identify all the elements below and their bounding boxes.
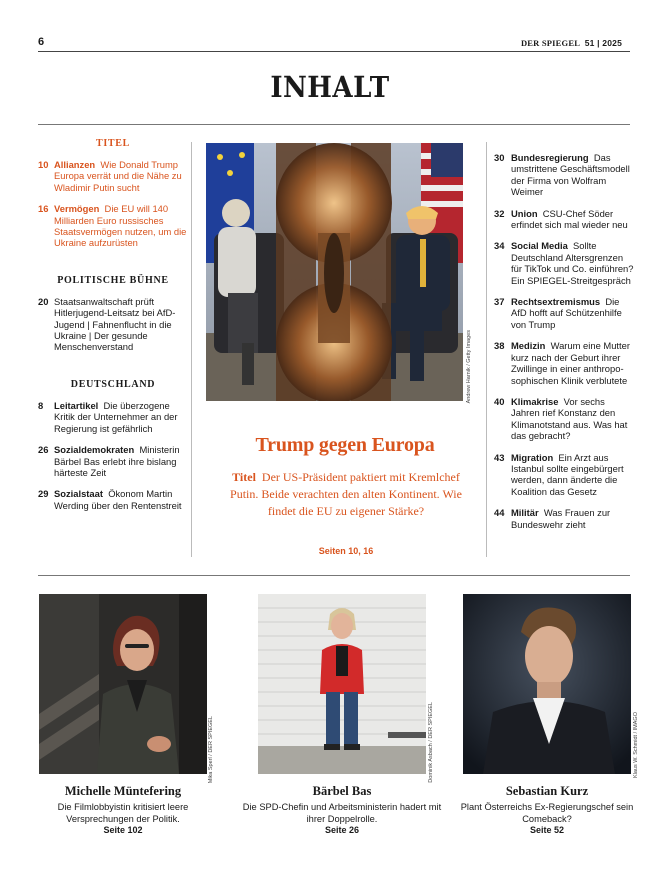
toc-page: 44 <box>494 507 505 519</box>
toc-entry[interactable] <box>494 507 634 530</box>
masthead <box>521 38 622 48</box>
toc-text: Ministerin Bärbel Bas erlebt ihre bislang härteste Zeit <box>54 444 180 478</box>
toc-entry[interactable] <box>38 296 188 353</box>
toc-title: Social Media <box>511 240 568 252</box>
toc-text: Ein Arzt aus Istanbul sollte eingebürgert werden, dann änderte die Koalition das Gesetz <box>511 451 624 497</box>
right-column <box>494 152 634 540</box>
column-divider-right <box>486 142 487 557</box>
cover-deck-text: Der US-Präsident paktiert mit Kremlchef Putin. Beide verachten den alten Kontinent. Wie findet die EU zu eigener Stärke? <box>230 470 462 518</box>
toc-page: 38 <box>494 340 505 352</box>
toc-text: Das umstrittene Geschäftsmodell der Firma von Wolfram Weimer <box>511 152 630 198</box>
portrait-name[interactable]: Michelle Müntefering <box>64 784 182 798</box>
toc-entry[interactable] <box>38 400 188 434</box>
portrait-page[interactable]: Seite 26 <box>324 825 360 835</box>
toc-page: 8 <box>38 399 44 411</box>
portrait-kurz-illustration <box>463 594 631 774</box>
cover-photo[interactable] <box>206 143 463 401</box>
toc-title: Union <box>511 207 538 219</box>
toc-entry[interactable] <box>494 296 634 330</box>
portrait-name[interactable]: Sebastian Kurz <box>505 784 589 798</box>
portrait-rule <box>38 575 630 576</box>
toc-entry[interactable] <box>38 488 188 511</box>
toc-title: Sozialdemokraten <box>54 444 135 456</box>
toc-text: Vor sechs Jahren rief Konstanz den Klimanotstand aus. Was hat das gebracht? <box>511 395 628 442</box>
toc-page: 32 <box>494 207 505 219</box>
toc-title: Leitartikel <box>54 399 99 411</box>
toc-entry[interactable] <box>494 240 634 286</box>
toc-title: Medizin <box>511 340 546 352</box>
section-heading: DEUTSCHLAND <box>70 378 156 390</box>
toc-page: 20 <box>38 295 49 307</box>
issue-number: 51 | 2025 <box>584 38 622 48</box>
toc-text: Warum eine Mutter kurz nach der Geburt ihrer Zwillinge in einer anthroposophischen Klinik verblutete <box>511 340 630 386</box>
portrait-kurz[interactable] <box>463 594 631 774</box>
toc-text: Wie Donald Trump Europa verrät und die Nähe zu Wladimir Putin sucht <box>54 159 182 193</box>
toc-title: Militär <box>511 507 539 519</box>
section-heading: POLITISCHE BÜHNE <box>57 274 169 286</box>
cover-photo-credit: Andrew Harnik / Getty Images <box>466 330 472 404</box>
toc-text: Staatsanwaltschaft prüft Hitlerjugend-Leitsatz bei AfD-Jugend | Fahnenflucht in die Ukraine | Der gesunde Menschenverstand <box>54 295 176 353</box>
toc-title: Bundesregierung <box>511 152 589 163</box>
toc-page: 40 <box>494 395 505 407</box>
toc-entry[interactable] <box>494 208 634 231</box>
page-number: 6 <box>38 36 45 48</box>
portrait-caption: Die Filmlobbyistin kritisiert leere Versprechungen der Politik. <box>57 802 189 824</box>
toc-entry[interactable] <box>494 452 634 498</box>
top-rule <box>38 51 630 52</box>
portrait-credit: Mika Sperl / DER SPIEGEL <box>208 716 214 784</box>
toc-text: Die überzogene Kritik der Unternehmer an der Regierung ist gefährlich <box>54 399 178 434</box>
section-heading: TITEL <box>95 138 131 149</box>
portrait-bas-illustration <box>258 594 426 774</box>
toc-title: Sozialstaat <box>54 488 103 500</box>
column-divider-left <box>191 142 192 557</box>
portrait-credit: Klaus W. Schmidt / IMAGO <box>633 712 639 779</box>
portrait-bas[interactable] <box>258 594 426 774</box>
cover-kicker: Titel <box>232 470 256 484</box>
toc-title: Allianzen <box>54 159 96 170</box>
cover-deck <box>230 469 462 520</box>
toc-text: Was Frauen zur Bundeswehr zieht <box>511 507 611 530</box>
toc-text: Die EU will 140 Milliarden Euro russisches Staatsvermögen nutzen, um die Ukraine aufzurüsten <box>54 203 187 249</box>
portrait-name[interactable]: Bärbel Bas <box>312 784 372 798</box>
toc-entry[interactable] <box>494 396 634 442</box>
toc-title: Klimakrise <box>511 395 559 407</box>
page-title: INHALT <box>270 70 390 104</box>
toc-page: 10 <box>38 159 49 170</box>
toc-title: Migration <box>511 451 554 463</box>
toc-text: Ökonom Martin Werding über den Rentenstreit <box>54 488 182 511</box>
toc-title: Vermögen <box>54 203 100 215</box>
magazine-name: DER SPIEGEL <box>520 38 581 48</box>
toc-entry[interactable] <box>38 159 188 193</box>
toc-page: 30 <box>494 152 505 163</box>
toc-page: 29 <box>38 488 49 500</box>
toc-text: Die AfD hofft auf Schützenhilfe von Trump <box>511 296 622 330</box>
toc-page: 43 <box>494 451 505 463</box>
portrait-muentefering-illustration <box>39 594 207 774</box>
toc-entry[interactable] <box>38 444 188 478</box>
cover-headline[interactable]: Trump gegen Europa <box>255 434 435 456</box>
toc-entry[interactable] <box>494 152 634 198</box>
portrait-muentefering[interactable] <box>39 594 207 774</box>
toc-title: Rechtsextremismus <box>511 296 601 308</box>
portrait-page[interactable]: Seite 102 <box>103 825 143 835</box>
toc-entry[interactable] <box>494 340 634 386</box>
toc-page: 37 <box>494 296 505 308</box>
portrait-credit: Dominik Asbach / DER SPIEGEL <box>428 702 434 783</box>
toc-text: Sollte Deutschland Altersgrenzen für TikTok und Co. einführen? Ein SPIEGEL-Streitgespräch <box>511 240 634 286</box>
left-column <box>38 138 188 521</box>
toc-entry[interactable] <box>38 203 188 249</box>
portrait-caption: Plant Österreichs Ex-Regierungschef sein Comeback? <box>460 802 634 824</box>
toc-text: CSU-Chef Söder erfindet sich mal wieder neu <box>511 207 628 231</box>
title-rule <box>38 124 630 125</box>
cover-photo-illustration <box>206 143 463 401</box>
toc-page: 34 <box>494 240 505 252</box>
portrait-caption: Die SPD-Chefin und Arbeitsministerin hadert mit ihrer Doppelrolle. <box>242 802 442 824</box>
portrait-page[interactable]: Seite 52 <box>529 825 565 835</box>
toc-page: 26 <box>38 444 49 456</box>
toc-page: 16 <box>38 203 49 215</box>
cover-pages[interactable]: Seiten 10, 16 <box>318 546 374 556</box>
